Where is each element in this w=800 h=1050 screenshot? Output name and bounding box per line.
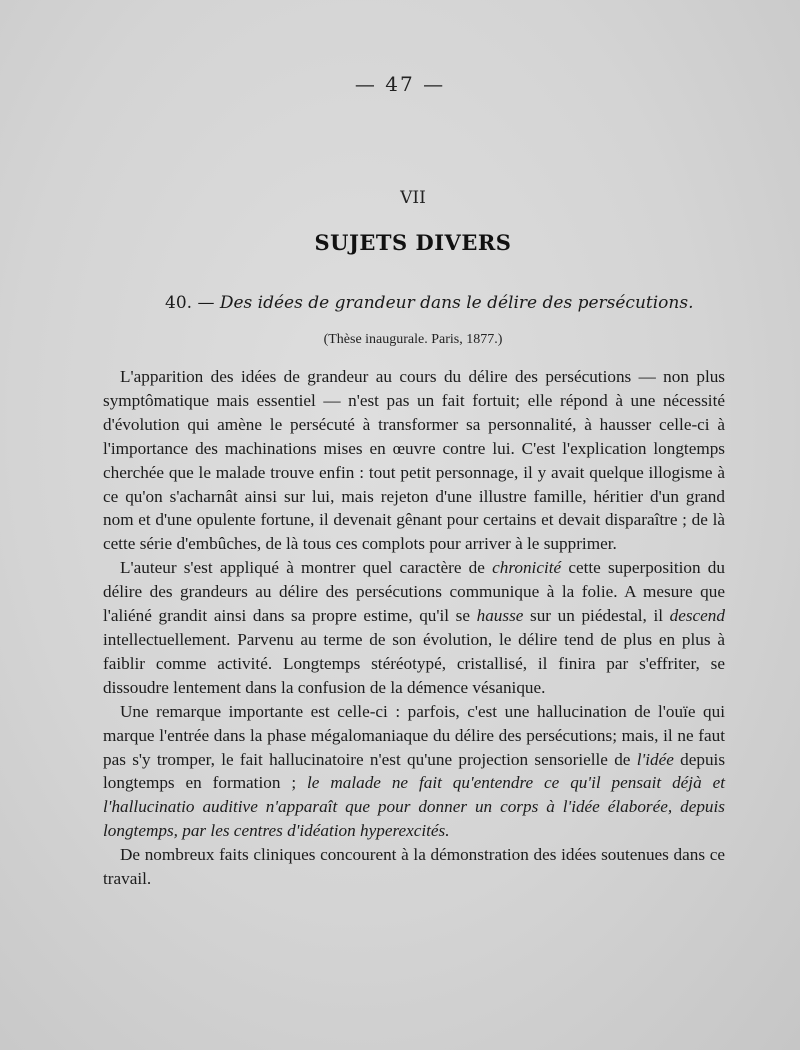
paragraph-text: cette superposition du délire des grandeurs au délire des persécutions communique à la folie. A mesure que l'aliéné grandit ainsi dans sa propre estime, qu'il se xyxy=(103,558,725,626)
chapter-numeral: VII xyxy=(400,188,426,208)
emphasis-text: descend xyxy=(669,606,725,626)
paragraph-text: Une remarque importante est celle-ci : parfois, c'est une hallucination de l'ouïe qui marque l'entrée dans la phase mégalomaniaque du délire des persécutions; mais, il ne faut pas s'y tromper, le fait hallucinatoire n'est qu'une projection sensorielle de xyxy=(103,701,725,769)
section-number: 40. — xyxy=(165,293,215,313)
paragraph-text: De nombreux faits cliniques concourent à la démonstration des idées soutenues dans ce travail. xyxy=(103,845,725,889)
paragraph-text: depuis longtemps en formation ; xyxy=(103,749,726,793)
section-heading xyxy=(165,293,725,313)
body-text xyxy=(103,365,725,891)
paragraph xyxy=(103,700,725,843)
emphasis-text: chronicité xyxy=(492,558,562,578)
emphasis-text: l'idée xyxy=(636,749,674,769)
section-title: Des idées de grandeur dans le délire des persécutions. xyxy=(219,293,694,313)
emphasis-text: le malade ne fait qu'entendre ce qu'il pensait déjà et l'hallucinatio auditive n'apparaît que pour donner un corps à l'idée élaborée, depuis longtemps, par les centres d'idéation hyperexcités. xyxy=(103,773,725,841)
emphasis-text: hausse xyxy=(476,606,524,626)
paragraph-text: L'apparition des idées de grandeur au cours du délire des persécutions — non plus symptômatique mais essentiel — n'est pas un fait fortuit; elle répond à une nécessité d'évolution qui amène le persécuté à transformer sa personnalité, à hausser celle-ci à l'importance des machinations mises en œuvre contre lui. C'est l'explication longtemps cherchée que le malade trouve enfin : tout petit personnage, il y avait quelque illogisme à ce qu'on s'acharnât ainsi sur lui, mais rejeton d'une illustre famille, héritier d'un grand nom et d'une opulente fortune, il devenait gênant pour certains et devait disparaître ; de là cette série d'embûches, de là tous ces complots pour arriver à le supprimer. xyxy=(103,367,725,554)
page-number: — 47 — xyxy=(354,72,446,96)
paragraph xyxy=(103,843,725,891)
chapter-title: SUJETS DIVERS xyxy=(314,230,512,255)
paragraph-text: sur un piédestal, il xyxy=(523,606,670,626)
paragraph-text: intellectuellement. Parvenu au terme de son évolution, le délire tend de plus en plus à faiblir comme activité. Longtemps stéréotypé, cristallisé, il finira par s'effriter, se dissoudre lentement dans la confusion de la démence vésanique. xyxy=(103,629,725,697)
source-note: (Thèse inaugurale. Paris, 1877.) xyxy=(323,332,503,347)
paragraph-text: L'auteur s'est appliqué à montrer quel caractère de xyxy=(120,558,493,578)
paragraph xyxy=(103,556,725,699)
paragraph xyxy=(103,365,725,556)
